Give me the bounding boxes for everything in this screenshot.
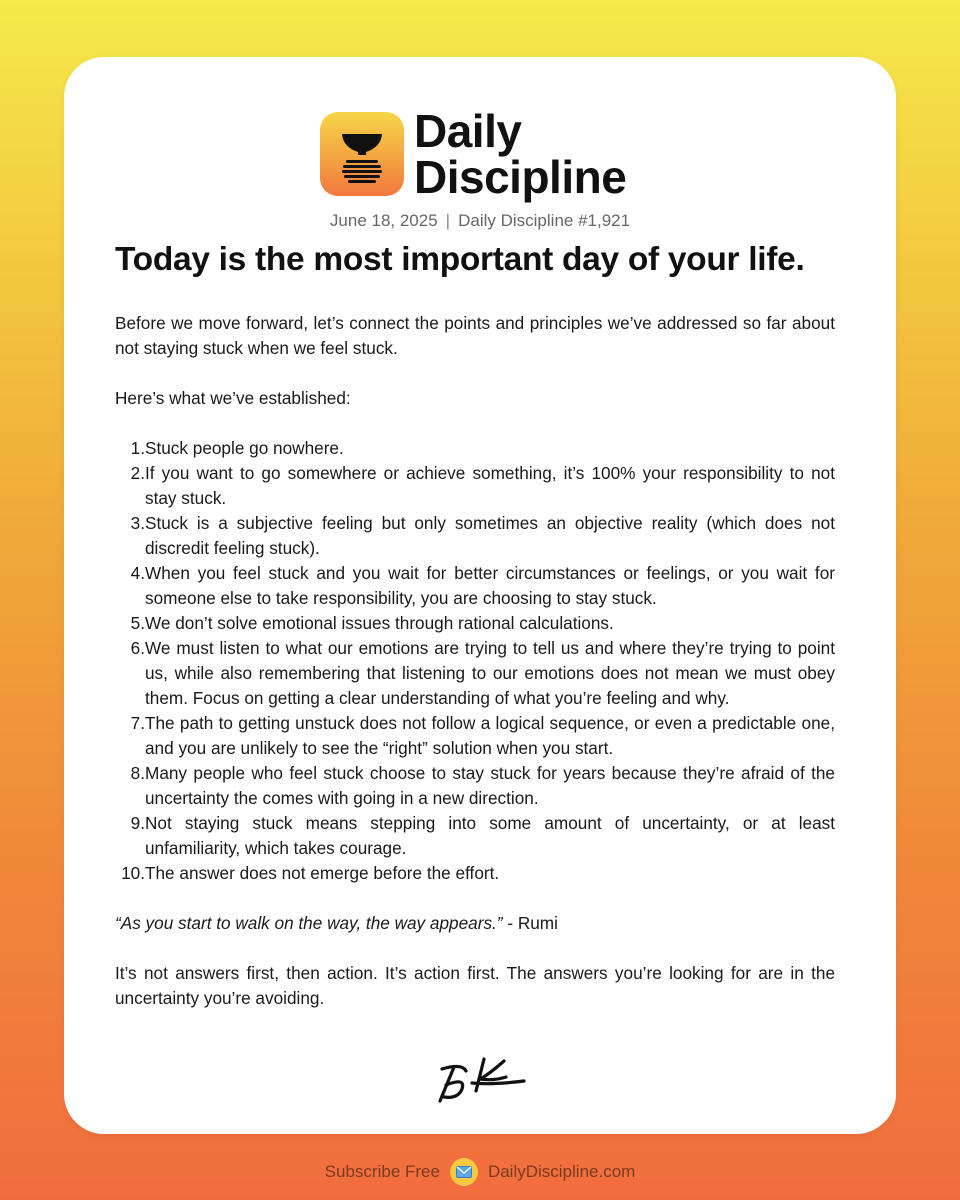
- issue-date: June 18, 2025: [329, 211, 438, 230]
- footer: [0, 1158, 960, 1186]
- list-item: [115, 711, 835, 761]
- list-item-text: The answer does not emerge before the effort.: [145, 863, 500, 883]
- list-intro: Here’s what we’ve established:: [115, 388, 351, 408]
- brand-name: [414, 105, 627, 203]
- brand-name-line2: Discipline: [414, 151, 627, 203]
- list-item: [115, 861, 835, 886]
- list-item-text: Stuck is a subjective feeling but only sometimes an objective reality (which does not discredit feeling stuck).: [145, 513, 835, 558]
- signature-icon: [432, 1049, 532, 1109]
- principles-list: [115, 436, 835, 886]
- closing-paragraph: It’s not answers first, then action. It’s action first. The answers you’re looking for are in the uncertainty you’re avoiding.: [115, 963, 835, 1008]
- list-item-text: If you want to go somewhere or achieve something, it’s 100% your responsibility to not stay stuck.: [145, 463, 835, 508]
- list-item-number: 5.: [130, 613, 145, 633]
- list-item: [115, 436, 835, 461]
- list-item: [115, 611, 835, 636]
- list-item: [115, 811, 835, 861]
- hourglass-icon: [320, 112, 404, 196]
- quote: [115, 911, 835, 936]
- list-item-text: Not staying stuck means stepping into some amount of uncertainty, or at least unfamiliarity, which takes courage.: [145, 813, 835, 858]
- list-item-text: We must listen to what our emotions are trying to tell us and where they’re trying to point us, while also remembering that listening to our emotions does not mean we must obey them. Focus on getting a clear understanding of what you’re feeling and why.: [145, 638, 835, 708]
- quote-text: “As you start to walk on the way, the way appears.”: [115, 913, 503, 933]
- issue-meta: [64, 211, 896, 231]
- list-item-text: Many people who feel stuck choose to stay stuck for years because they’re afraid of the uncertainty the comes with going in a new direction.: [145, 763, 835, 808]
- brand-name-line1: Daily: [414, 105, 522, 157]
- subscribe-label: Subscribe Free: [324, 1162, 440, 1181]
- list-item-number: 1.: [130, 438, 145, 458]
- issue-number: Daily Discipline #1,921: [458, 211, 631, 230]
- mail-icon: [450, 1158, 478, 1186]
- list-item-number: 7.: [130, 713, 145, 733]
- list-item-number: 3.: [130, 513, 145, 533]
- list-item-number: 9.: [130, 813, 145, 833]
- intro-paragraph: Before we move forward, let’s connect the points and principles we’ve addressed so far about not staying stuck when we feel stuck.: [115, 313, 835, 358]
- page-title: Today is the most important day of your life.: [115, 241, 805, 278]
- list-item: [115, 761, 835, 811]
- list-item: [115, 461, 835, 511]
- list-item-number: 8.: [130, 763, 145, 783]
- meta-separator: |: [445, 211, 451, 230]
- list-item-text: We don’t solve emotional issues through rational calculations.: [145, 613, 614, 633]
- list-item-text: When you feel stuck and you wait for better circumstances or feelings, or you wait for someone else to take responsibility, you are choosing to stay stuck.: [145, 563, 835, 608]
- brand-header: [320, 105, 627, 203]
- list-item: [115, 511, 835, 561]
- list-item-number: 6.: [130, 638, 145, 658]
- article-card: [64, 57, 896, 1134]
- list-item-number: 10.: [121, 863, 145, 883]
- list-item-number: 2.: [130, 463, 145, 483]
- list-item-text: Stuck people go nowhere.: [145, 438, 344, 458]
- article-body: [115, 311, 835, 1011]
- list-item: [115, 561, 835, 611]
- list-item-text: The path to getting unstuck does not follow a logical sequence, or even a predictable one, and you are unlikely to see the “right” solution when you start.: [145, 713, 835, 758]
- quote-attribution: - Rumi: [502, 913, 558, 933]
- list-item-number: 4.: [130, 563, 145, 583]
- logo: [320, 112, 404, 196]
- list-item: [115, 636, 835, 711]
- website-link[interactable]: DailyDiscipline.com: [487, 1162, 636, 1181]
